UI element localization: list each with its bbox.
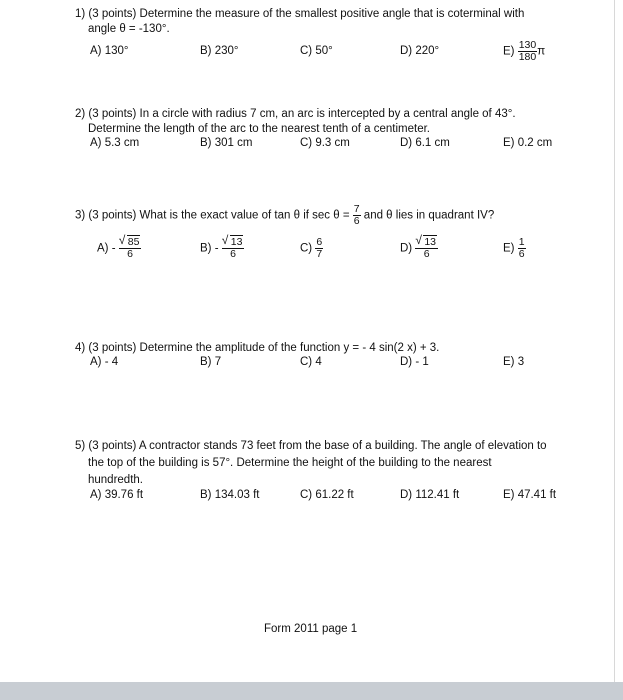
- fraction-numerator: 6: [316, 236, 323, 248]
- page-edge-divider: [614, 0, 615, 682]
- option-prefix: B) -: [200, 242, 219, 255]
- question-1-stem: [75, 7, 595, 37]
- question-5-stem: [75, 438, 605, 489]
- radicand: 13: [424, 236, 437, 248]
- question-1: [75, 7, 595, 68]
- question-2-stem-line2: Determine the length of the arc to the nearest tenth of a centimeter.: [88, 123, 431, 135]
- question-5-stem-line2: the top of the building is 57°. Determine the height of the building to the nearest: [88, 457, 492, 469]
- question-5-option-b: B) 134.03 ft: [200, 489, 260, 501]
- question-5-option-c: C) 61.22 ft: [300, 489, 354, 501]
- radicand: 13: [230, 236, 243, 248]
- question-1-option-e: [503, 40, 545, 63]
- question-2-option-c: C) 9.3 cm: [300, 137, 350, 149]
- question-1-option-e-prefix: E): [503, 45, 515, 58]
- question-3-stem-post: and θ lies in quadrant IV?: [363, 209, 495, 222]
- question-1-stem-line2: angle θ = -130°.: [88, 23, 170, 35]
- fraction-denominator: 6: [230, 248, 236, 260]
- question-3-option-c: [300, 237, 323, 260]
- question-2-option-e: E) 0.2 cm: [503, 137, 553, 149]
- question-3-stem-pre: 3) (3 points) What is the exact value of tan θ if sec θ =: [75, 209, 353, 222]
- question-4-stem: [75, 341, 595, 356]
- fraction-numerator: 1: [518, 236, 525, 248]
- question-5-stem-line3: hundredth.: [88, 474, 143, 486]
- question-3-option-b-fraction: [222, 237, 245, 260]
- fraction-numerator: 7: [353, 203, 360, 215]
- question-4-option-c: C) 4: [300, 356, 322, 368]
- question-1-option-b: B) 230°: [200, 45, 239, 57]
- question-3-option-a-fraction: [119, 237, 142, 260]
- question-3-option-b: [200, 237, 244, 260]
- fraction-denominator: 7: [316, 248, 323, 260]
- question-5-stem-line1: 5) (3 points) A contractor stands 73 feet from the base of a building. The angle of elevation to: [75, 440, 547, 452]
- sqrt-icon: [416, 237, 437, 248]
- fraction-denominator: 6: [518, 248, 525, 260]
- question-1-stem-line1: 1) (3 points) Determine the measure of the smallest positive angle that is coterminal with: [75, 8, 525, 20]
- question-3-stem: [75, 204, 595, 227]
- option-prefix: C): [300, 242, 313, 255]
- radicand: 85: [127, 236, 140, 248]
- sqrt-icon: [223, 237, 244, 248]
- question-4-option-b: B) 7: [200, 356, 222, 368]
- page-footer: Form 2011 page 1: [264, 623, 358, 635]
- pi-symbol: π: [537, 45, 546, 58]
- question-2-stem: [75, 107, 595, 137]
- question-1-option-c: C) 50°: [300, 45, 333, 57]
- question-3-sec-fraction: [353, 204, 361, 227]
- option-prefix: D): [400, 242, 413, 255]
- question-4: [75, 341, 595, 376]
- question-2-option-a: A) 5.3 cm: [90, 137, 140, 149]
- question-1-option-d: D) 220°: [400, 45, 440, 57]
- question-2-stem-line1: 2) (3 points) In a circle with radius 7 cm, an arc is intercepted by a central angle of 43°.: [75, 108, 516, 120]
- question-4-option-a: A) - 4: [90, 356, 119, 368]
- question-5: [75, 438, 605, 509]
- fraction-denominator: 6: [127, 248, 133, 260]
- question-3-option-e-fraction: [518, 237, 526, 260]
- question-1-option-a: A) 130°: [90, 45, 129, 57]
- fraction-denominator: 6: [353, 215, 360, 227]
- question-3-option-d: [400, 237, 438, 260]
- question-2-option-d: D) 6.1 cm: [400, 137, 450, 149]
- option-prefix: E): [503, 242, 515, 255]
- question-3-option-d-fraction: [415, 237, 438, 260]
- question-4-option-e: E) 3: [503, 356, 525, 368]
- question-3: [75, 204, 595, 271]
- option-prefix: A) -: [97, 242, 116, 255]
- question-5-option-a: A) 39.76 ft: [90, 489, 144, 501]
- question-2-option-b: B) 301 cm: [200, 137, 253, 149]
- sqrt-icon: [120, 237, 141, 248]
- question-4-option-d: D) - 1: [400, 356, 429, 368]
- fraction-denominator: 6: [423, 248, 430, 260]
- question-3-option-c-fraction: [315, 237, 323, 260]
- fraction-denominator: 180: [518, 51, 537, 63]
- bottom-scroll-bar[interactable]: [0, 682, 623, 700]
- question-5-option-d: D) 112.41 ft: [400, 489, 460, 501]
- fraction-numerator: 130: [518, 39, 537, 51]
- question-3-option-e: [503, 237, 526, 260]
- question-1-option-e-fraction: [518, 40, 538, 63]
- question-3-option-a: [97, 237, 141, 260]
- question-5-option-e: E) 47.41 ft: [503, 489, 557, 501]
- question-4-stem-line1: 4) (3 points) Determine the amplitude of the function y = - 4 sin(2 x) + 3.: [75, 342, 440, 354]
- question-2: [75, 107, 595, 157]
